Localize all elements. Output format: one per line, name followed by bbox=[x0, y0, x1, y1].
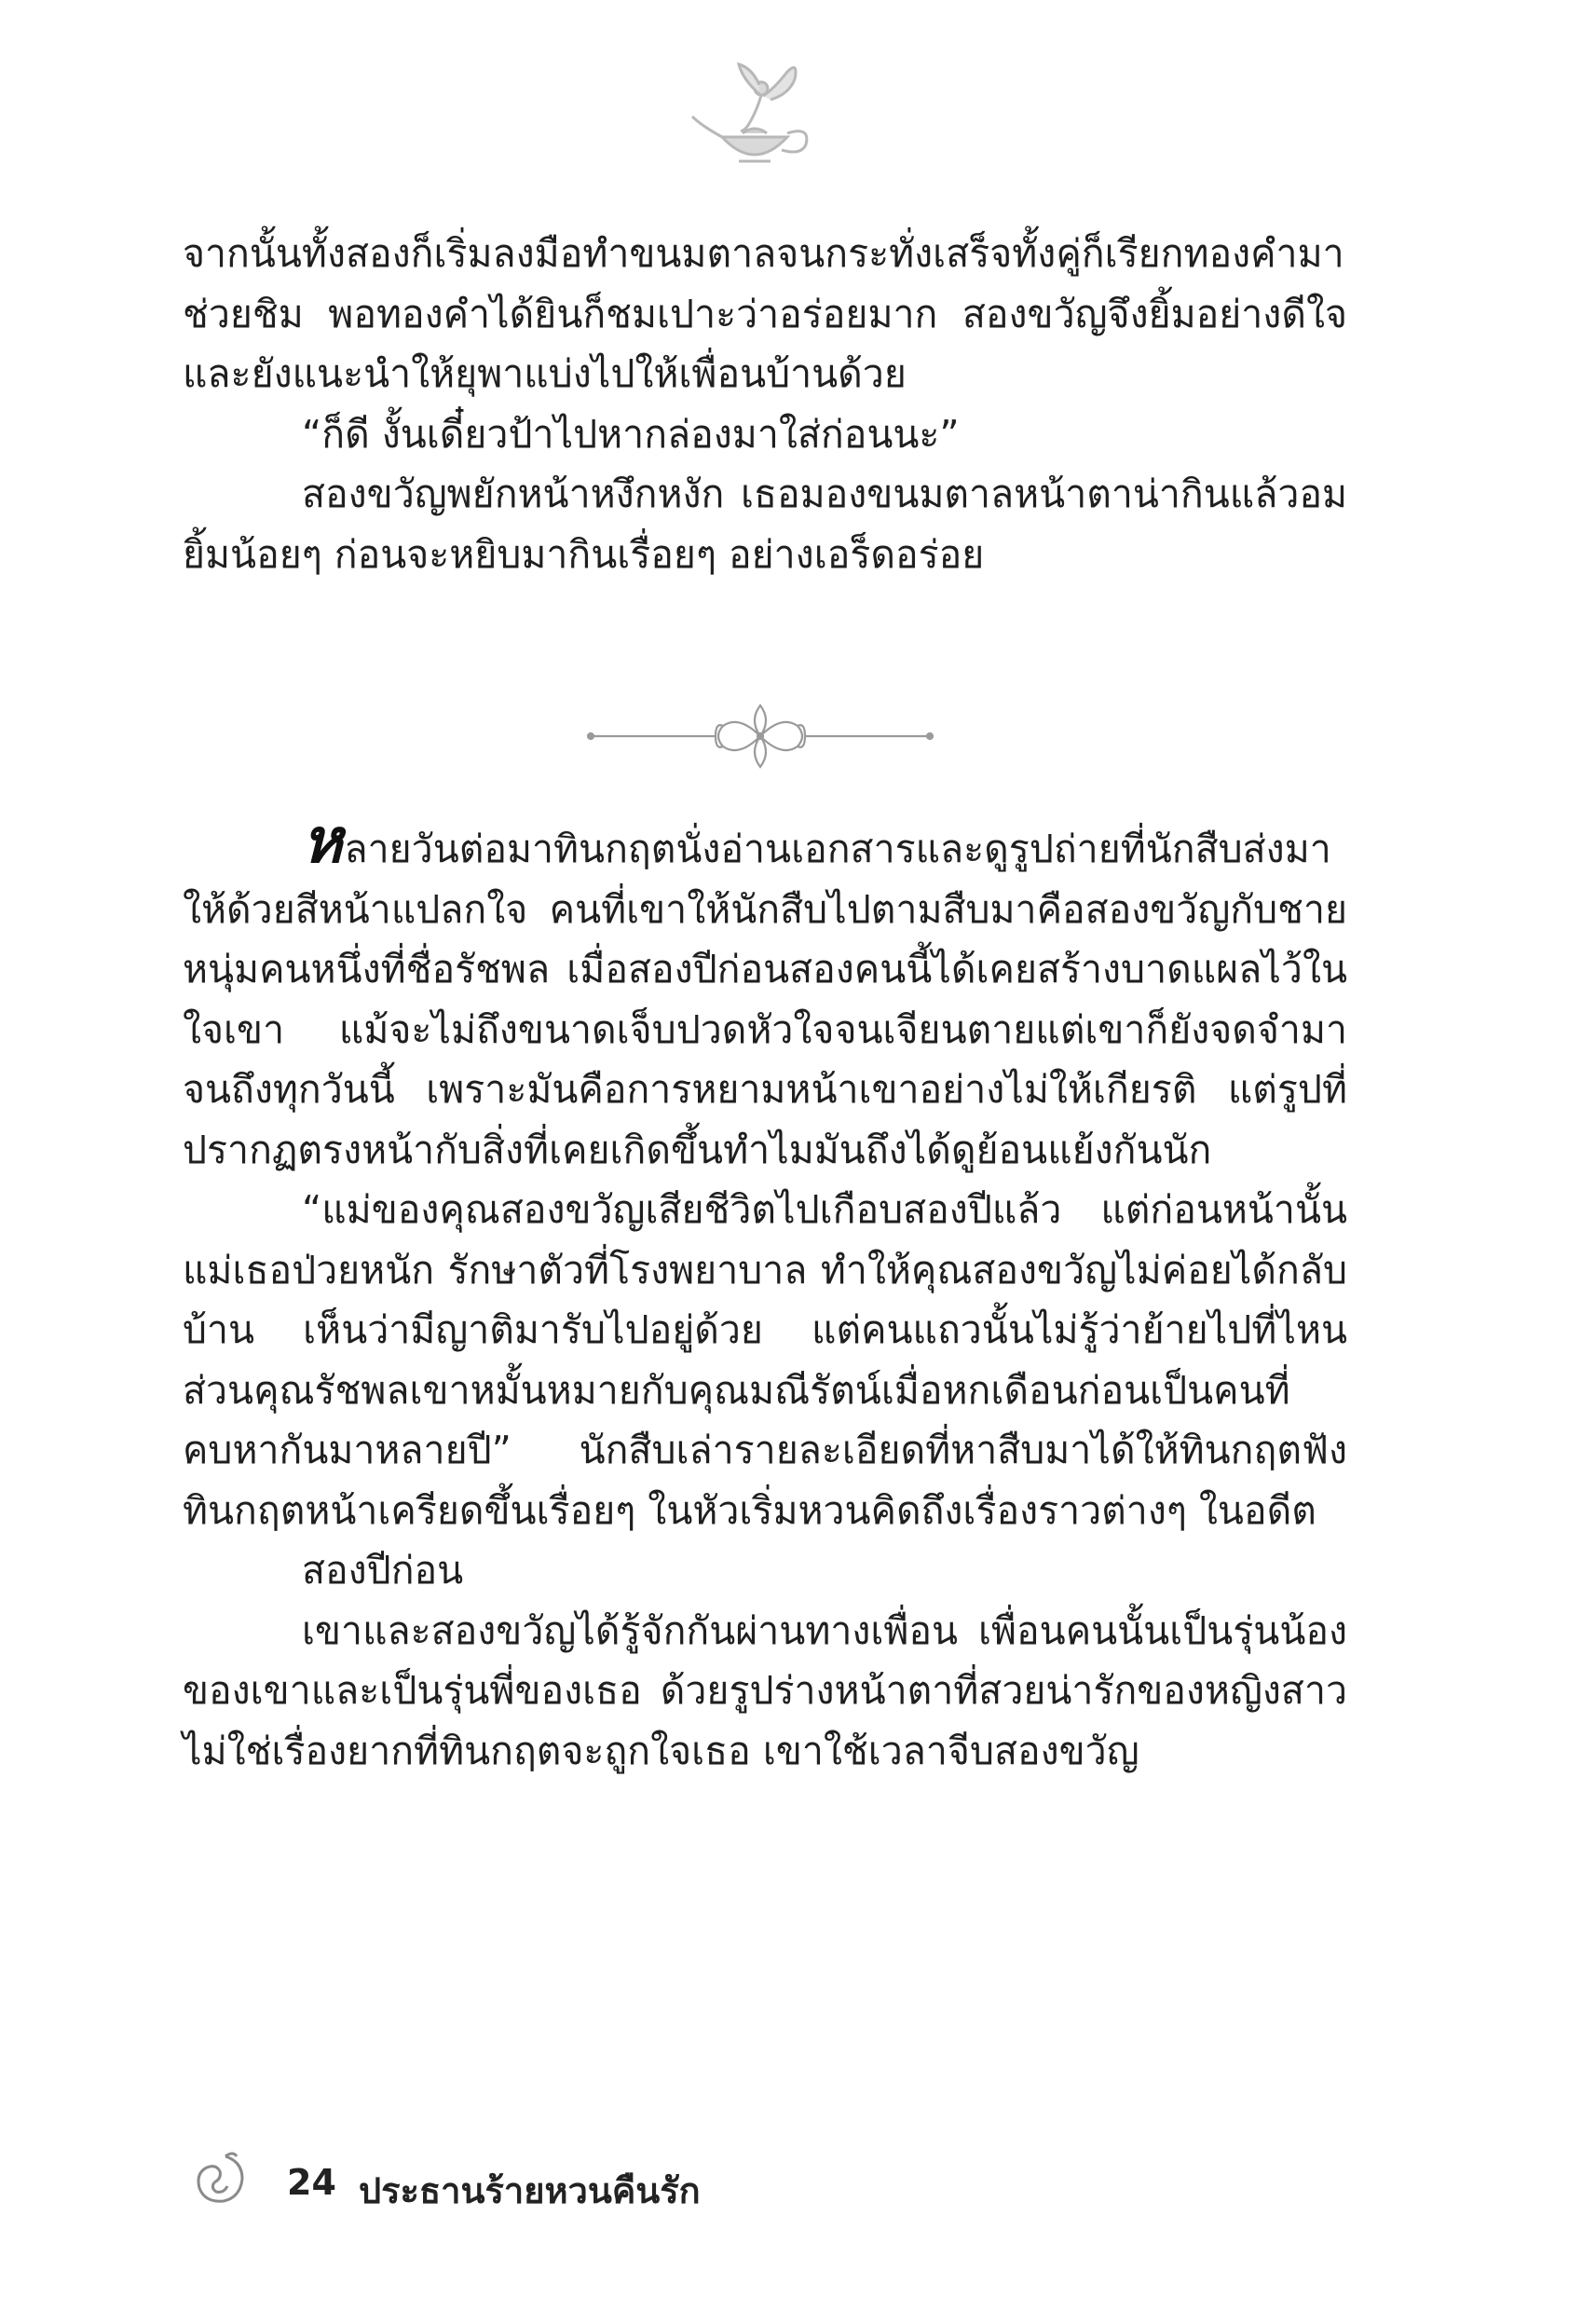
paragraph-dialogue: “ก็ดี งั้นเดี๋ยวป้าไปหากล่องมาใส่ก่อนนะ” bbox=[302, 411, 960, 457]
paragraph-short: สองปีก่อน bbox=[302, 1548, 464, 1593]
paragraph-dialogue: “แม่ของคุณสองขวัญเสียชีวิตไปเกือบสองปีแล้ว แต่ก่อนหน้านั้นแม่เธอป่วยหนัก รักษาตัวที่โรงพยาบาล ทำให้คุณสองขวัญไม่ค่อยได้กลับบ้าน เห็นว่ามีญาติมารับไปอยู่ด้วย แต่คนแถวนั้นไม่รู้ว่าย้ายไปที่ไหน ส่วนคุณรัชพลเขาหมั้นหมายกับคุณมณีรัตน์เมื่อหกเดือนก่อนเป็นคนที่คบหากันมาหลายปี” นักสืบเล่ารายละเอียดที่หาสืบมาได้ให้ทินกฤตฟัง ทินกฤตหน้าเครียดขึ้นเรื่อยๆ ในหัวเริ่มหวนคิดถึงเรื่องราวต่างๆ ในอดีต bbox=[183, 1187, 1347, 1533]
swirl-ornament-icon bbox=[177, 2145, 252, 2220]
page-number: 24 bbox=[287, 2162, 336, 2203]
book-title: ประธานร้ายหวนคืนรัก bbox=[359, 2170, 701, 2211]
text-block-top bbox=[183, 224, 1347, 584]
text-block-main bbox=[183, 805, 1347, 1781]
paragraph-opening-text: ลายวันต่อมาทินกฤตนั่งอ่านเอกสารและดูรูปถ่ายที่นักสืบส่งมาให้ด้วยสีหน้าแปลกใจ คนที่เขาให้นักสืบไปตามสืบมาคือสองขวัญกับชายหนุ่มคนหนึ่งที่ชื่อรัชพล เมื่อสองปีก่อนสองคนนี้ได้เคยสร้างบาดแผลไว้ในใจเขา แม้จะไม่ถึงขนาดเจ็บปวดหัวใจจนเจียนตายแต่เขาก็ยังจดจำมาจนถึงทุกวันนี้ เพราะมันคือการหยามหน้าเขาอย่างไม่ให้เกียรติ แต่รูปที่ปรากฏตรงหน้ากับสิ่งที่เคยเกิดขึ้นทำไมมันถึงได้ดูย้อนแย้งกันนัก bbox=[183, 827, 1347, 1172]
paragraph-opening bbox=[183, 805, 1347, 1180]
teapot-fairy-icon bbox=[685, 51, 825, 172]
paragraph: เขาและสองขวัญได้รู้จักกันผ่านทางเพื่อน เพื่อนคนนั้นเป็นรุ่นน้องของเขาและเป็นรุ่นพี่ของเธอ ด้วยรูปร่างหน้าตาที่สวยน่ารักของหญิงสาวไม่ใช่เรื่องยากที่ทินกฤตจะถูกใจเธอ เขาใช้เวลาจีบสองขวัญ bbox=[183, 1607, 1347, 1773]
paragraph: สองขวัญพยักหน้าหงึกหงัก เธอมองขนมตาลหน้าตาน่ากินแล้วอมยิ้มน้อยๆ ก่อนจะหยิบมากินเรื่อยๆ อย่างเอร็ดอร่อย bbox=[183, 472, 1347, 577]
page-footer bbox=[177, 2145, 829, 2220]
dropcap-letter: ห bbox=[302, 805, 343, 877]
paragraph: จากนั้นทั้งสองก็เริ่มลงมือทำขนมตาลจนกระทั่งเสร็จทั้งคู่ก็เรียกทองคำมาช่วยชิม พอทองคำได้ยินก็ชมเปาะว่าอร่อยมาก สองขวัญจึงยิ้มอย่างดีใจและยังแนะนำให้ยุพาแบ่งไปให้เพื่อนบ้านด้วย bbox=[183, 231, 1347, 396]
flourish-divider-icon bbox=[585, 694, 935, 778]
